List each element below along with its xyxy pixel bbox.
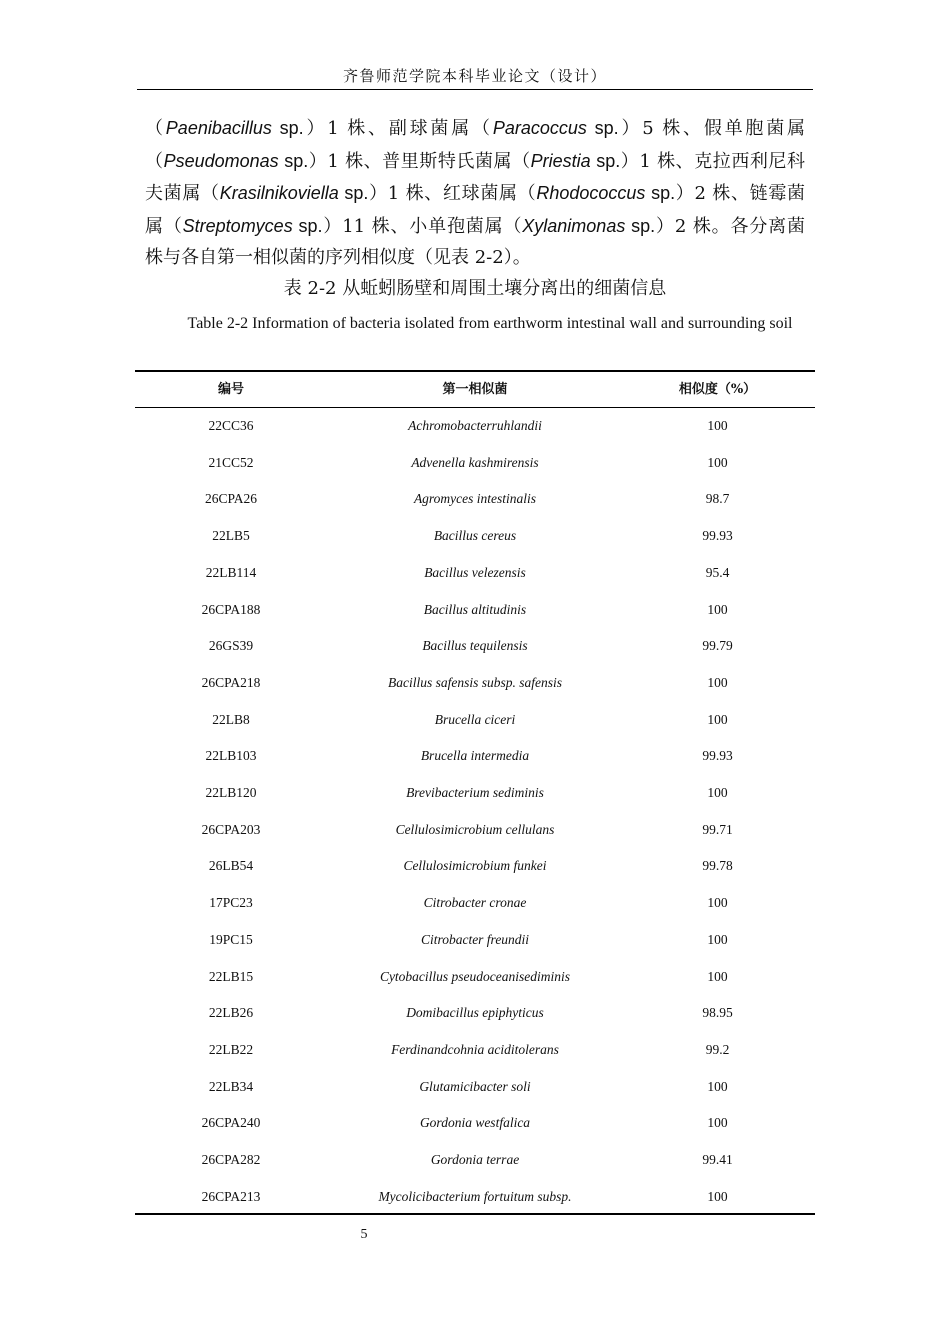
similarity-cell: 95.4 bbox=[705, 564, 730, 580]
genus-name: Krasilnikoviella bbox=[219, 183, 339, 204]
body-line bbox=[145, 177, 805, 210]
column-header-species: 第一相似菌 bbox=[442, 382, 508, 397]
species-cell: Mycolicibacterium fortuitum subsp. bbox=[378, 1188, 572, 1204]
table-row bbox=[135, 592, 815, 629]
similarity-cell: 100 bbox=[707, 711, 728, 727]
body-text: sp. bbox=[590, 150, 621, 171]
table-row bbox=[135, 1179, 815, 1216]
similarity-cell: 100 bbox=[707, 601, 728, 617]
strain-id-cell: 22LB120 bbox=[205, 785, 257, 800]
table-row bbox=[135, 775, 815, 812]
strain-id-cell: 17PC23 bbox=[209, 895, 253, 911]
table-row bbox=[135, 481, 815, 518]
body-text: sp. bbox=[292, 215, 323, 236]
strain-id-cell: 22LB22 bbox=[208, 1041, 254, 1057]
similarity-cell: 100 bbox=[707, 454, 728, 470]
similarity-cell: 99.2 bbox=[705, 1041, 730, 1057]
table-caption-english: Table 2-2 Information of bacteria isolated from earthworm intestinal wall and surrounding soil bbox=[187, 315, 793, 332]
strain-id-cell: 26CPA213 bbox=[201, 1188, 261, 1204]
genus-name: Pseudomonas bbox=[163, 150, 279, 171]
species-cell: Agromyces intestinalis bbox=[413, 491, 537, 507]
table-row bbox=[135, 445, 815, 482]
body-text: （ bbox=[145, 118, 166, 139]
similarity-cell: 100 bbox=[707, 895, 728, 911]
species-cell: Domibacillus epiphyticus bbox=[406, 1005, 544, 1021]
strain-id-cell: 26CPA188 bbox=[201, 601, 261, 617]
body-text: sp. bbox=[625, 215, 656, 236]
similarity-cell: 99.41 bbox=[702, 1152, 733, 1167]
page-number: 5 bbox=[360, 1227, 368, 1242]
column-header-id: 编号 bbox=[217, 382, 244, 397]
strain-id-cell: 26CPA282 bbox=[201, 1152, 261, 1167]
strain-id-cell: 22LB103 bbox=[205, 748, 257, 764]
species-cell: Bacillus tequilensis bbox=[422, 638, 528, 654]
strain-id-cell: 22LB26 bbox=[208, 1005, 254, 1021]
strain-id-cell: 19PC15 bbox=[209, 931, 253, 947]
strain-id-cell: 21CC52 bbox=[208, 454, 254, 470]
strain-id-cell: 26CPA203 bbox=[201, 821, 261, 837]
similarity-cell: 99.71 bbox=[702, 821, 733, 837]
species-cell: Bacillus cereus bbox=[433, 528, 517, 544]
similarity-cell: 99.78 bbox=[702, 858, 733, 874]
species-cell: Citrobacter freundii bbox=[420, 931, 530, 947]
table-row bbox=[135, 628, 815, 665]
species-cell: Bacillus safensis subsp. safensis bbox=[387, 674, 562, 690]
strain-id-cell: 26CPA218 bbox=[201, 674, 261, 690]
body-line bbox=[145, 242, 805, 275]
body-text: sp. bbox=[586, 118, 619, 138]
similarity-cell: 100 bbox=[707, 674, 728, 690]
body-text: ）2 株、链霉菌 bbox=[675, 183, 805, 205]
body-text: sp. bbox=[645, 183, 676, 204]
table-row bbox=[135, 738, 815, 775]
table-top-rule bbox=[135, 370, 815, 372]
similarity-cell: 100 bbox=[707, 968, 728, 984]
strain-id-cell: 26CPA26 bbox=[204, 491, 258, 507]
table-row bbox=[135, 408, 815, 445]
body-paragraph bbox=[145, 112, 805, 275]
table-row bbox=[135, 885, 815, 922]
running-header: 齐鲁师范学院本科毕业论文（设计） bbox=[342, 67, 607, 85]
body-text: ）1 株、普里斯特氏菌属（ bbox=[308, 150, 531, 172]
strain-id-cell: 22LB8 bbox=[212, 711, 250, 727]
table-row bbox=[135, 518, 815, 555]
strain-id-cell: 22LB114 bbox=[205, 564, 257, 580]
similarity-cell: 100 bbox=[707, 1115, 728, 1131]
species-cell: Citrobacter cronae bbox=[423, 895, 527, 911]
species-cell: Ferdinandcohnia aciditolerans bbox=[391, 1041, 559, 1057]
body-text: 株与各自第一相似菌的序列相似度（见表 2-2）。 bbox=[145, 247, 531, 269]
table-bottom-rule bbox=[135, 1213, 815, 1215]
body-text: sp. bbox=[278, 150, 309, 171]
body-text: sp. bbox=[271, 118, 304, 138]
species-cell: Bacillus altitudinis bbox=[423, 601, 527, 617]
species-cell: Brucella intermedia bbox=[420, 748, 530, 764]
genus-name: Paracoccus bbox=[492, 118, 587, 138]
species-cell: Cytobacillus pseudoceanisediminis bbox=[379, 968, 571, 984]
body-text: ）11 株、小单孢菌属（ bbox=[322, 215, 523, 237]
table-row bbox=[135, 702, 815, 739]
body-text: （ bbox=[145, 150, 164, 172]
similarity-cell: 98.7 bbox=[705, 491, 730, 507]
table-row bbox=[135, 922, 815, 959]
similarity-cell: 100 bbox=[707, 1188, 728, 1204]
column-header-similarity: 相似度（%） bbox=[678, 382, 757, 397]
strain-id-cell: 26GS39 bbox=[208, 638, 254, 654]
species-cell: Gordonia terrae bbox=[430, 1152, 520, 1167]
species-cell: Achromobacterruhlandii bbox=[408, 418, 542, 433]
similarity-cell: 99.93 bbox=[702, 528, 733, 544]
species-cell: Cellulosimicrobium funkei bbox=[403, 858, 547, 874]
table-row bbox=[135, 812, 815, 849]
strain-id-cell: 22CC36 bbox=[208, 418, 254, 433]
similarity-cell: 98.95 bbox=[702, 1005, 733, 1021]
table-caption-chinese: 表 2-2 从蚯蚓肠壁和周围土壤分离出的细菌信息 bbox=[283, 278, 667, 299]
genus-name: Rhodococcus bbox=[536, 183, 646, 204]
similarity-cell: 100 bbox=[707, 418, 728, 433]
strain-id-cell: 22LB5 bbox=[212, 528, 250, 544]
body-text: ）1 株、克拉西利尼科 bbox=[620, 150, 805, 172]
species-cell: Brevibacterium sediminis bbox=[406, 785, 544, 800]
similarity-cell: 100 bbox=[707, 785, 728, 800]
similarity-cell: 99.79 bbox=[702, 638, 733, 654]
body-line bbox=[145, 210, 805, 243]
body-text: ）2 株。各分离菌 bbox=[655, 215, 805, 237]
table-row bbox=[135, 1069, 815, 1106]
body-line bbox=[145, 112, 805, 145]
header-rule bbox=[137, 89, 813, 90]
body-text: ）1 株、副球菌属（ bbox=[303, 118, 493, 139]
table-row bbox=[135, 665, 815, 702]
genus-name: Priestia bbox=[530, 150, 591, 171]
body-text: ）1 株、红球菌属（ bbox=[368, 183, 537, 205]
species-cell: Bacillus velezensis bbox=[424, 564, 526, 580]
strain-id-cell: 22LB34 bbox=[208, 1078, 254, 1094]
table-row bbox=[135, 555, 815, 592]
body-text: 夫菌属（ bbox=[145, 183, 220, 205]
species-cell: Advenella kashmirensis bbox=[411, 454, 539, 470]
strain-id-cell: 22LB15 bbox=[208, 968, 254, 984]
genus-name: Streptomyces bbox=[182, 215, 293, 236]
table-row bbox=[135, 848, 815, 885]
species-cell: Glutamicibacter soli bbox=[419, 1078, 531, 1094]
genus-name: Paenibacillus bbox=[165, 118, 272, 138]
species-cell: Gordonia westfalica bbox=[419, 1115, 531, 1131]
genus-name: Xylanimonas bbox=[522, 215, 626, 236]
strain-id-cell: 26LB54 bbox=[208, 858, 254, 874]
table-row bbox=[135, 995, 815, 1032]
similarity-cell: 100 bbox=[707, 1078, 728, 1094]
table-row bbox=[135, 1032, 815, 1069]
similarity-cell: 100 bbox=[707, 931, 728, 947]
species-cell: Brucella ciceri bbox=[434, 711, 516, 727]
body-text: ）5 株、假单胞菌属 bbox=[618, 118, 805, 139]
body-text: sp. bbox=[338, 183, 369, 204]
species-cell: Cellulosimicrobium cellulans bbox=[395, 821, 555, 837]
table-row bbox=[135, 1105, 815, 1142]
table-row bbox=[135, 1142, 815, 1179]
similarity-cell: 99.93 bbox=[702, 748, 733, 764]
strain-id-cell: 26CPA240 bbox=[201, 1115, 261, 1131]
table-row bbox=[135, 959, 815, 996]
body-line bbox=[145, 145, 805, 178]
body-text: 属（ bbox=[145, 215, 183, 237]
